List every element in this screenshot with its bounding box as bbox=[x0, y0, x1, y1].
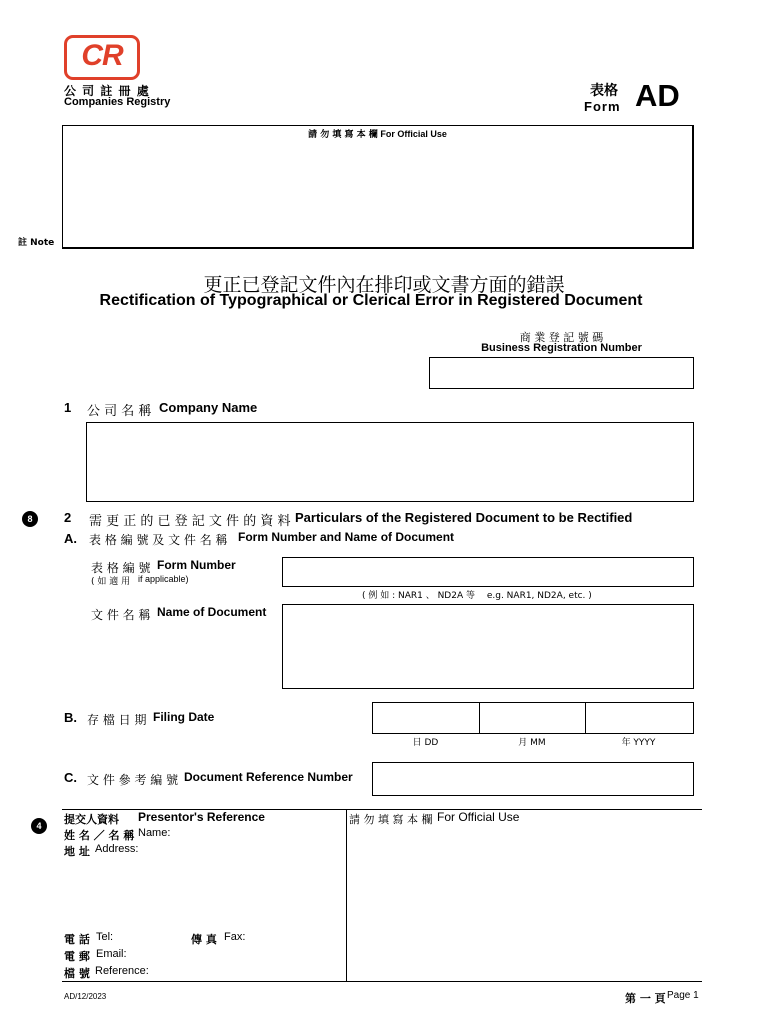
if-applicable-zh: ( 如 適 用 bbox=[91, 577, 131, 587]
presenter-bottom-rule bbox=[62, 981, 702, 982]
companies-registry-logo bbox=[64, 35, 140, 80]
section2-label-zh: 需 更 正 的 已 登 記 文 件 的 資 料 bbox=[89, 514, 291, 529]
section2-label-en: Particulars of the Registered Document to be Rectified bbox=[295, 510, 633, 525]
presenter-divider bbox=[346, 809, 347, 982]
registry-name-zh: 公 司 註 冊 處 bbox=[64, 84, 150, 98]
doc-name-label-zh: 文 件 名 稱 bbox=[91, 608, 151, 622]
presenter-title-en: Presentor's Reference bbox=[138, 810, 265, 824]
presenter-marker: 4 bbox=[31, 818, 47, 834]
section1-number: 1 bbox=[64, 400, 72, 415]
presenter-email-label-zh: 電 郵 bbox=[64, 950, 90, 963]
presenter-official-label-en: For Official Use bbox=[437, 810, 520, 824]
note-label: 註 Note bbox=[18, 238, 55, 248]
presenter-email-label-en: Email: bbox=[96, 948, 127, 960]
presenter-fax-label-zh: 傳 真 bbox=[191, 933, 217, 946]
section2-number: 2 bbox=[64, 510, 72, 525]
presenter-tel-label-en: Tel: bbox=[96, 931, 114, 943]
official-use-label-zh: 請 勿 填 寫 本 欄 bbox=[308, 130, 378, 140]
doc-name-input[interactable] bbox=[282, 604, 694, 689]
filing-date-dd-input[interactable] bbox=[373, 703, 480, 733]
if-applicable-en: if applicable) bbox=[138, 574, 189, 584]
page-number-zh: 第 一 頁 bbox=[625, 992, 666, 1005]
presenter-address-label-zh: 地 址 bbox=[64, 845, 90, 858]
form-number-input[interactable] bbox=[282, 557, 694, 587]
logo-text: CR bbox=[81, 39, 123, 72]
presenter-address-label-en: Address: bbox=[95, 843, 139, 855]
filing-date-yyyy-label: 年 YYYY bbox=[621, 738, 656, 748]
section2a-label-en: Form Number and Name of Document bbox=[238, 530, 455, 544]
form-label-en: Form bbox=[584, 99, 621, 114]
doc-ref-label-zh: 文 件 參 考 編 號 bbox=[87, 773, 179, 787]
section1-label-en: Company Name bbox=[159, 400, 258, 415]
title-en: Rectification of Typographical or Clerical Error in Registered Document bbox=[99, 292, 643, 309]
section2a-label-zh: 表 格 編 號 及 文 件 名 稱 bbox=[89, 533, 228, 547]
filing-date-mm-label: 月 MM bbox=[518, 738, 546, 748]
official-use-box bbox=[62, 125, 694, 249]
doc-name-label-en: Name of Document bbox=[157, 605, 267, 619]
filing-date-field bbox=[372, 702, 694, 734]
filing-date-yyyy-input[interactable] bbox=[586, 703, 693, 733]
presenter-tel-label-zh: 電 話 bbox=[64, 933, 90, 946]
filing-date-label-zh: 存 檔 日 期 bbox=[87, 713, 147, 727]
form-version-code: AD/12/2023 bbox=[64, 992, 107, 1001]
section1-label-zh: 公 司 名 稱 bbox=[87, 404, 152, 419]
presenter-ref-label-zh: 檔 號 bbox=[64, 967, 90, 980]
company-name-input[interactable] bbox=[86, 422, 694, 502]
section2-marker: 8 bbox=[22, 511, 38, 527]
presenter-fax-label-en: Fax: bbox=[224, 931, 246, 943]
form-number-label-zh: 表 格 編 號 bbox=[91, 561, 151, 575]
doc-ref-label-en: Document Reference Number bbox=[184, 770, 353, 784]
filing-date-mm-input[interactable] bbox=[480, 703, 586, 733]
brn-label-zh: 商 業 登 記 號 碼 bbox=[519, 331, 604, 344]
form-number-example: ( 例 如 : NAR1 、 ND2A 等 e.g. NAR1, ND2A, etc. ) bbox=[362, 591, 592, 601]
official-use-header bbox=[63, 127, 692, 140]
brn-label-en: Business Registration Number bbox=[481, 342, 642, 354]
form-number-label-en: Form Number bbox=[157, 558, 236, 572]
presenter-title-zh: 提交人資料 bbox=[64, 813, 119, 826]
form-label-zh: 表格 bbox=[590, 83, 618, 99]
filing-date-label-en: Filing Date bbox=[153, 710, 215, 724]
presenter-official-label-zh: 請 勿 填 寫 本 欄 bbox=[349, 813, 433, 826]
presenter-ref-label-en: Reference: bbox=[95, 965, 149, 977]
official-use-label-en: For Official Use bbox=[380, 129, 447, 139]
registry-name-en: Companies Registry bbox=[64, 96, 171, 108]
form-code: AD bbox=[635, 78, 680, 113]
section2a-letter: A. bbox=[64, 531, 77, 546]
presenter-name-label-zh: 姓 名 ／ 名 稱 bbox=[64, 829, 135, 842]
filing-date-dd-label: 日 DD bbox=[412, 738, 439, 748]
doc-ref-input[interactable] bbox=[372, 762, 694, 796]
section2c-letter: C. bbox=[64, 770, 77, 785]
section2b-letter: B. bbox=[64, 710, 77, 725]
presenter-name-label-en: Name: bbox=[138, 827, 171, 839]
page-number-en: Page 1 bbox=[667, 990, 699, 1001]
title-zh: 更正已登記文件內在排印或文書方面的錯誤 bbox=[203, 274, 565, 296]
brn-input[interactable] bbox=[429, 357, 694, 389]
